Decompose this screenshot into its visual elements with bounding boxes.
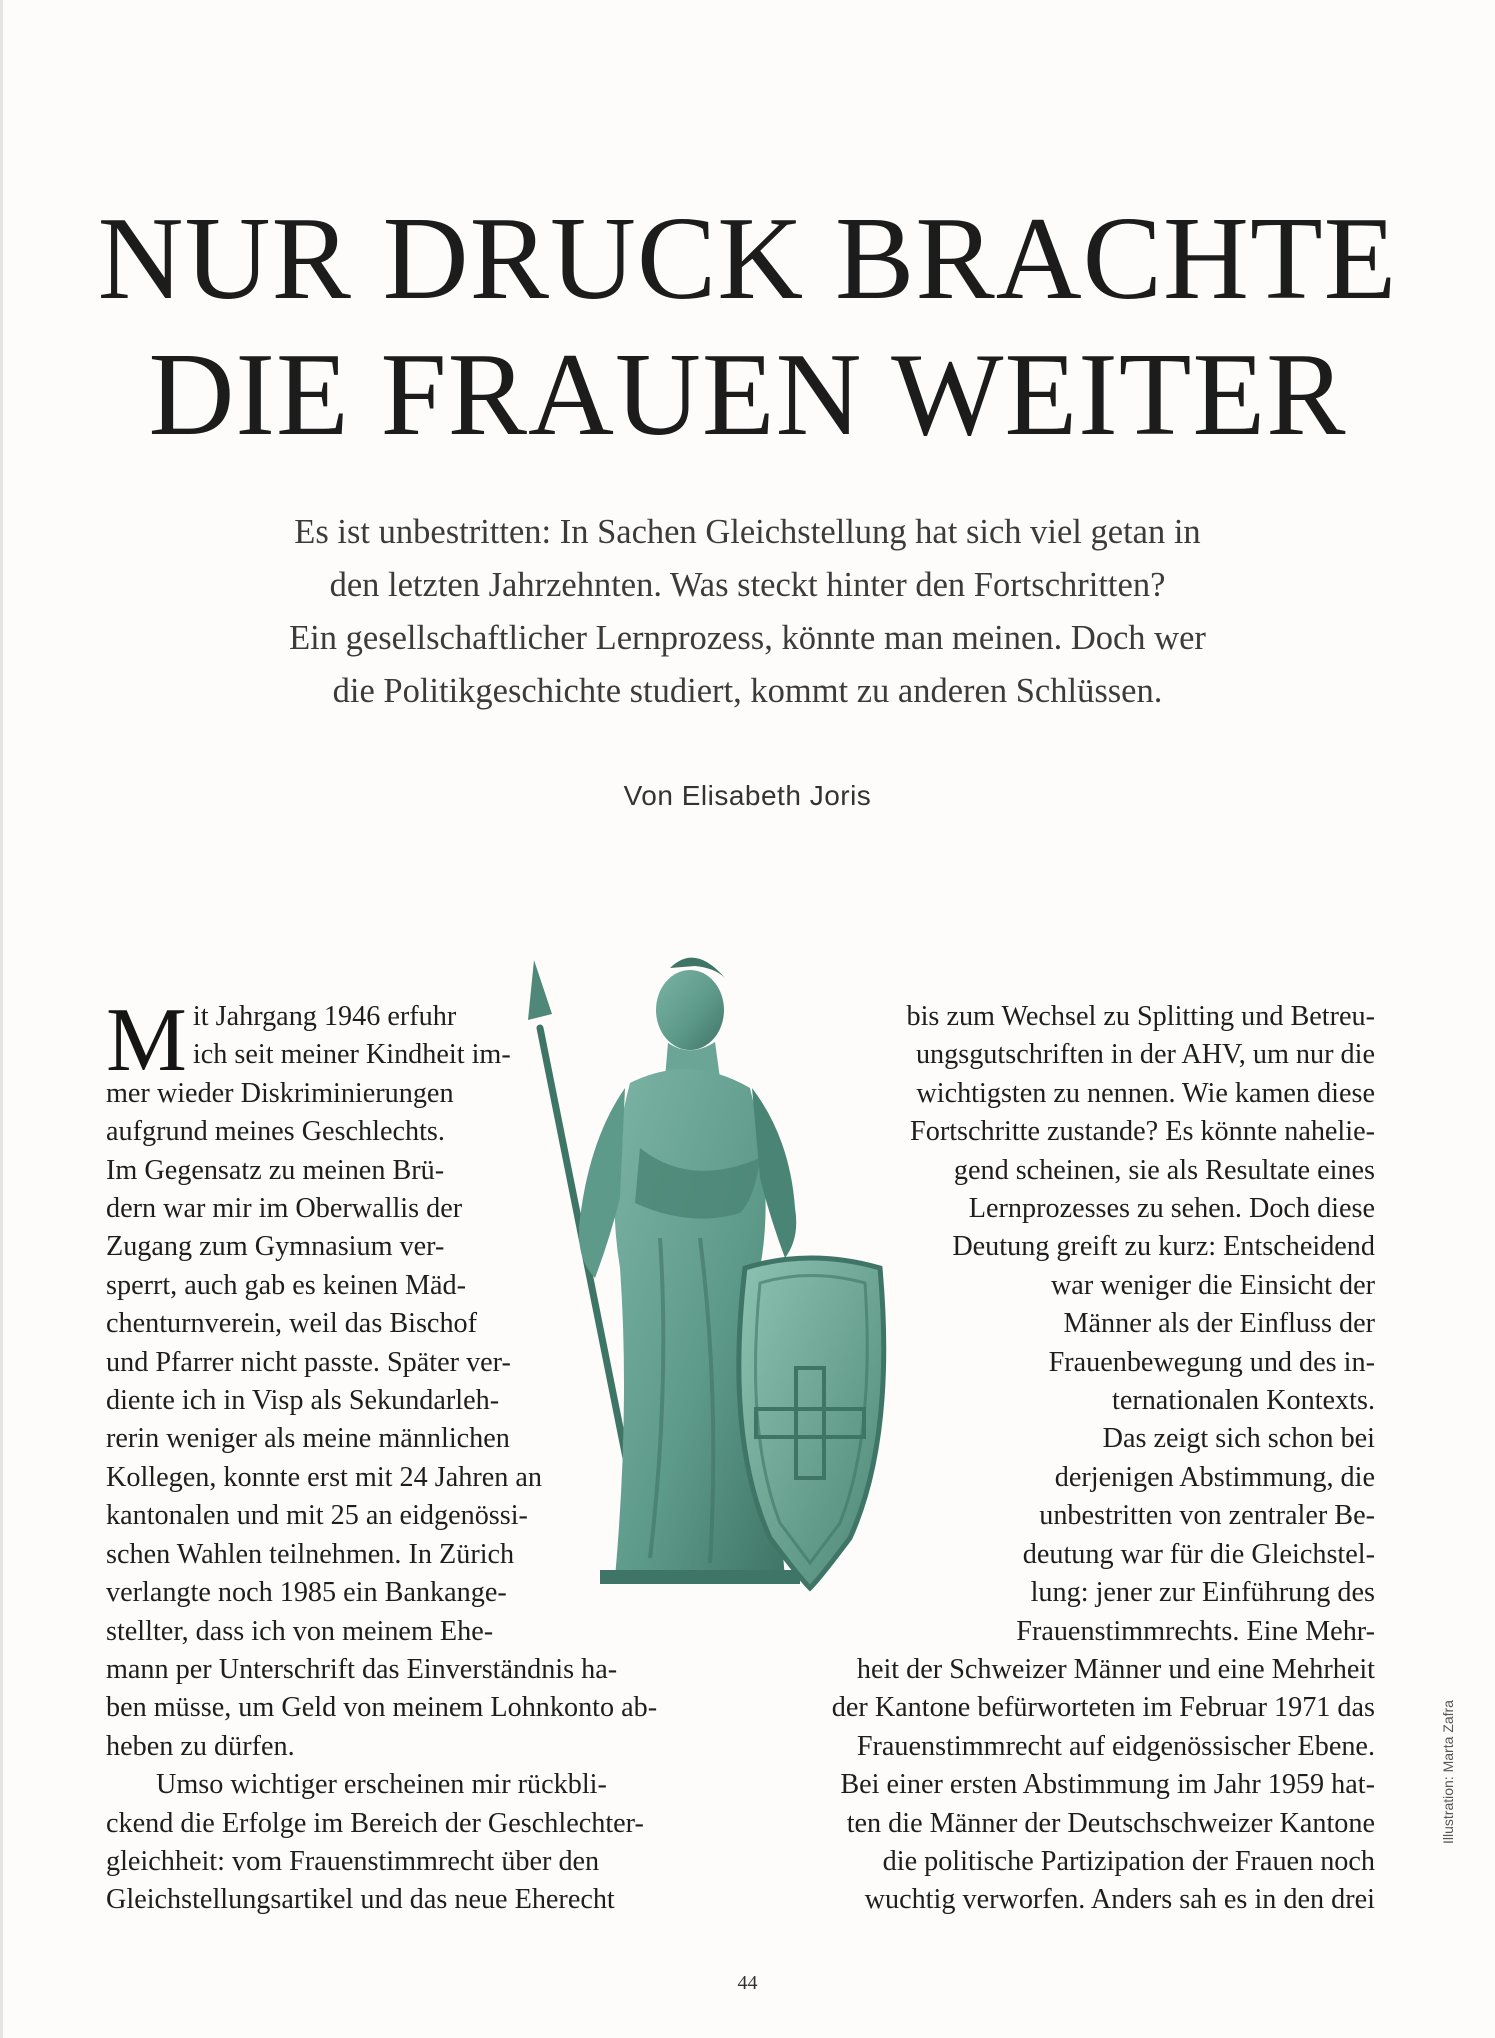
text-line: Zugang zum Gymnasium ver-: [106, 1231, 445, 1263]
text-line: mer wieder Diskriminierungen: [106, 1077, 454, 1109]
text-line: heit der Schweizer Männer und eine Mehrheit: [856, 1653, 1375, 1685]
text-line: bis zum Wechsel zu Splitting und Betreu-: [906, 1001, 1375, 1032]
text-line: chenturnverein, weil das Bischof: [106, 1308, 478, 1340]
text-line: Lernprozesses zu sehen. Doch diese: [968, 1193, 1375, 1225]
text-line: gend scheinen, sie als Resultate eines: [953, 1154, 1375, 1186]
text-line: schen Wahlen teilnehmen. In Zürich: [106, 1538, 515, 1570]
text-line: dern war mir im Oberwallis der: [106, 1193, 463, 1225]
lead-line: die Politikgeschichte studiert, kommt zu anderen Schlüssen.: [332, 672, 1163, 710]
body-column-1: [106, 989, 658, 1920]
drop-cap: M: [106, 989, 187, 1090]
text-line: aufgrund meines Geschlechts.: [106, 1116, 445, 1148]
text-line: Umso wichtiger erscheinen mir rückbli-: [156, 1769, 607, 1801]
lead-line: Es ist unbestritten: In Sachen Gleichstellung hat sich viel getan in: [294, 513, 1201, 551]
text-line: lung: jener zur Einführung des: [1030, 1577, 1375, 1609]
text-line: ben müsse, um Geld von meinem Lohnkonto ab-: [106, 1692, 658, 1724]
text-line: ungsgutschriften in der AHV, um nur die: [915, 1039, 1375, 1071]
text-line: heben zu dürfen.: [106, 1730, 295, 1762]
byline: Von Elisabeth Joris: [623, 780, 872, 811]
text-line: kantonalen und mit 25 an eidgenössi-: [106, 1500, 528, 1532]
body-column-2: [832, 998, 1375, 1920]
text-line: derjenigen Abstimmung, die: [1054, 1461, 1375, 1493]
text-line: Männer als der Einfluss der: [1063, 1308, 1375, 1340]
text-line: war weniger die Einsicht der: [1050, 1269, 1375, 1301]
text-line: Im Gegensatz zu meinen Brü-: [106, 1154, 445, 1186]
text-line: Frauenstimmrecht auf eidgenössischer Ebene.: [856, 1730, 1375, 1762]
lead-line: Ein gesellschaftlicher Lernprozess, könnte man meinen. Doch wer: [289, 619, 1206, 657]
text-line: ten die Männer der Deutschschweizer Kantone: [846, 1807, 1375, 1839]
text-line: ckend die Erfolge im Bereich der Geschlechter-: [106, 1807, 644, 1839]
text-line: Fortschritte zustande? Es könnte nahelie-: [910, 1116, 1375, 1148]
text-line: wichtigsten zu nennen. Wie kamen diese: [916, 1077, 1375, 1109]
text-line: Kollegen, konnte erst mit 24 Jahren an: [106, 1461, 543, 1493]
text-line: Frauenbewegung und des in-: [1048, 1346, 1375, 1378]
text-line: deutung war für die Gleichstel-: [1022, 1538, 1375, 1570]
headline: [0, 190, 1495, 462]
text-line: Frauenstimmrechts. Eine Mehr-: [1016, 1615, 1375, 1647]
headline-line-2: DIE FRAUEN WEITER: [148, 328, 1347, 460]
text-line: ternationalen Kontexts.: [1111, 1385, 1375, 1417]
text-line: it Jahrgang 1946 erfuhr: [192, 1001, 457, 1032]
text-line: sperrt, auch gab es keinen Mäd-: [106, 1269, 467, 1301]
text-line: die politische Partizipation der Frauen noch: [882, 1845, 1375, 1877]
text-line: Deutung greift zu kurz: Entscheidend: [952, 1231, 1375, 1263]
lead-line: den letzten Jahrzehnten. Was steckt hinter den Fortschritten?: [329, 566, 1166, 604]
text-line: wuchtig verworfen. Anders sah es in den drei: [864, 1884, 1375, 1916]
text-line: Gleichstellungsartikel und das neue Eherecht: [106, 1884, 615, 1916]
text-line: Das zeigt sich schon bei: [1102, 1423, 1375, 1455]
text-line: unbestritten von zentraler Be-: [1039, 1500, 1375, 1532]
text-line: rerin weniger als meine männlichen: [106, 1423, 510, 1455]
illustration-credit: Illustration: Marta Zafra: [1440, 1700, 1456, 1844]
text-line: ich seit meiner Kindheit im-: [192, 1039, 511, 1071]
text-line: Bei einer ersten Abstimmung im Jahr 1959 hat-: [840, 1769, 1375, 1801]
text-line: diente ich in Visp als Sekundarleh-: [106, 1385, 500, 1417]
text-line: stellter, dass ich von meinem Ehe-: [106, 1615, 494, 1647]
lead-paragraph: [160, 506, 1335, 718]
text-line: und Pfarrer nicht passte. Später ver-: [106, 1346, 511, 1378]
text-line: gleichheit: vom Frauenstimmrecht über den: [106, 1845, 600, 1877]
text-line: der Kantone befürworteten im Februar 1971 das: [831, 1692, 1375, 1724]
text-line: verlangte noch 1985 ein Bankange-: [106, 1577, 507, 1609]
headline-line-1: NUR DRUCK BRACHTE: [97, 192, 1398, 324]
page-number: 44: [737, 1972, 758, 1994]
text-line: mann per Unterschrift das Einverständnis ha-: [106, 1653, 618, 1685]
